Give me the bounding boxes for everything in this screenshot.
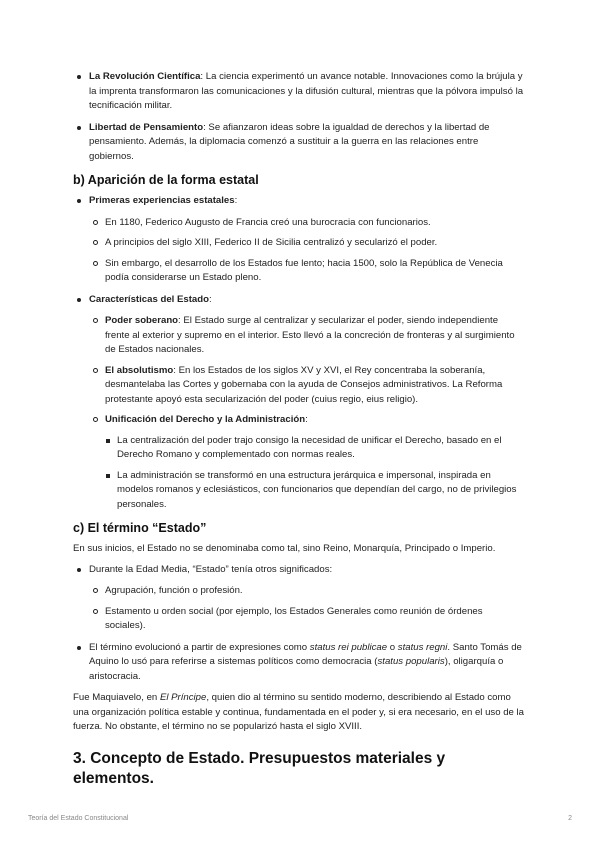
list-item-text: En 1180, Federico Augusto de Francia creó una burocracia con funcionarios. (105, 216, 431, 228)
list-item-text: A principios del siglo XIII, Federico II de Sicilia centralizó y secularizó el poder. (105, 237, 438, 248)
bullet-icon (77, 568, 81, 572)
list-item-text: o (387, 641, 398, 653)
list-item-text: Sin embargo, el desarrollo de los Estados fue lento; hacia 1500, solo la República de Venecia podía considerarse un Estado pleno. (105, 257, 503, 283)
list-item-text: El término evolucionó a partir de expresiones como (89, 641, 310, 653)
square-bullet-icon (106, 474, 110, 478)
page-footer (28, 812, 572, 827)
significados-list (89, 584, 525, 634)
latin-term: status rei publicae (309, 641, 388, 653)
list-item (89, 413, 525, 512)
section-3-heading: 3. Concepto de Estado. Presupuestos materiales y elementos. (73, 749, 446, 787)
list-item-text: : (305, 414, 308, 425)
list-item (89, 257, 525, 286)
circle-bullet-icon (93, 368, 98, 373)
list-item (89, 605, 525, 634)
maquiavelo-paragraph (73, 691, 525, 735)
list-item-text: : En los Estados de los siglos XV y XVI, el Rey concentraba la soberanía, desmantelaba las Cortes y gobernaba con la ayuda de Consejos administrativos. La Reforma protestante apoyó esta secularización del poder (cuius regio, eius religio). (105, 364, 503, 405)
list-item-text: Estamento u orden social (por ejemplo, los Estados Generales como reunión de órdenes sociales). (105, 605, 483, 631)
list-item (73, 194, 525, 286)
list-item (105, 434, 525, 463)
bullet-icon (77, 75, 81, 79)
section-c-list (73, 563, 525, 685)
circle-bullet-icon (93, 261, 98, 266)
circle-bullet-icon (93, 240, 98, 245)
list-item (89, 364, 525, 408)
list-item (73, 121, 525, 165)
list-item-term: Primeras experiencias estatales (89, 195, 235, 206)
list-item-text: : (234, 195, 238, 206)
list-item-term: Características del Estado (89, 293, 209, 305)
paragraph-text: Fue Maquiavelo, en (73, 692, 160, 703)
bullet-icon (77, 646, 81, 650)
top-list (73, 70, 525, 164)
unificacion-list (105, 434, 525, 513)
list-item-term: La Revolución Científica (89, 71, 201, 82)
list-item-text: : El Estado surge al centralizar y secularizar el poder, siendo independiente frente al exterior y supremo en el interior. Esto llevó a la concreción de fronteras y al surgimiento de Estados nacionales. (105, 315, 515, 355)
list-item (89, 236, 525, 251)
circle-bullet-icon (93, 588, 98, 593)
footer-title: Teoría del Estado Constitucional (28, 815, 129, 822)
section-c-heading: c) El término “Estado” (73, 521, 207, 535)
latin-term: status popularis (377, 656, 445, 667)
list-item (105, 469, 525, 513)
square-bullet-icon (106, 439, 110, 443)
circle-bullet-icon (93, 318, 98, 323)
list-item (89, 314, 525, 358)
list-item-term: Unificación del Derecho y la Administración (105, 414, 306, 425)
page-number: 2 (568, 815, 572, 822)
list-item-text: . Santo Tomás de Aquino lo usó para referirse a sistemas políticos como democracia ( (89, 641, 522, 667)
paragraph-text: , quien dio al término su sentido moderno, describiendo al Estado como una organización política estable y continua, fundamentada en el poder y, si era necesario, en el uso de la fuerza. No obstante, el término no se popularizó hasta el siglo XVIII. (73, 692, 525, 732)
bullet-icon (77, 298, 81, 302)
list-item (73, 641, 525, 685)
section-c-intro: En sus inicios, el Estado no se denominaba como tal, sino Reino, Monarquía, Principado o Imperio. (73, 543, 496, 554)
list-item-text: ), oligarquía o aristocracia. (89, 656, 504, 682)
experiencias-list (89, 216, 525, 286)
list-item (89, 584, 525, 599)
list-item-term: Libertad de Pensamiento (89, 121, 204, 133)
circle-bullet-icon (93, 220, 98, 225)
circle-bullet-icon (93, 417, 98, 422)
list-item-term: El absolutismo (105, 364, 174, 376)
list-item (73, 70, 525, 114)
bullet-icon (77, 199, 81, 203)
book-title: El Príncipe (159, 692, 207, 703)
circle-bullet-icon (93, 609, 98, 614)
list-item (73, 563, 525, 634)
section-b-heading: b) Aparición de la forma estatal (73, 173, 259, 187)
section-b-list (73, 194, 525, 512)
list-item-term: Poder soberano (105, 315, 179, 326)
list-item-text: : (208, 293, 212, 305)
list-item-text: Agrupación, función o profesión. (105, 585, 243, 596)
list-item-text: La centralización del poder trajo consigo la necesidad de unificar el Derecho, basado en el Derecho Romano y complementado con normas reales. (117, 434, 502, 460)
bullet-icon (77, 126, 81, 130)
caracteristicas-list (89, 314, 525, 512)
list-item-text: : La ciencia experimentó un avance notable. Innovaciones como la brújula y la imprenta transformaron las comunicaciones y la difusión cultural, mientras que la pólvora impulsó la tecnificación militar. (89, 71, 524, 111)
list-item (73, 293, 525, 513)
list-item (89, 216, 525, 231)
list-item-text: : Se afianzaron ideas sobre la igualdad de derechos y la libertad de pensamiento. Además, la diplomacia comenzó a sustituir a la guerra en las relaciones entre gobiernos. (89, 121, 490, 162)
page-content (73, 70, 525, 789)
list-item-text: La administración se transformó en una estructura jerárquica e impersonal, inspirada en modelos romanos y eclesiásticos, con funcionarios que dependían del cargo, no de privilegios personales. (117, 469, 517, 510)
latin-term: status regni (397, 641, 448, 653)
list-item-text: Durante la Edad Media, “Estado” tenía otros significados: (89, 563, 333, 575)
